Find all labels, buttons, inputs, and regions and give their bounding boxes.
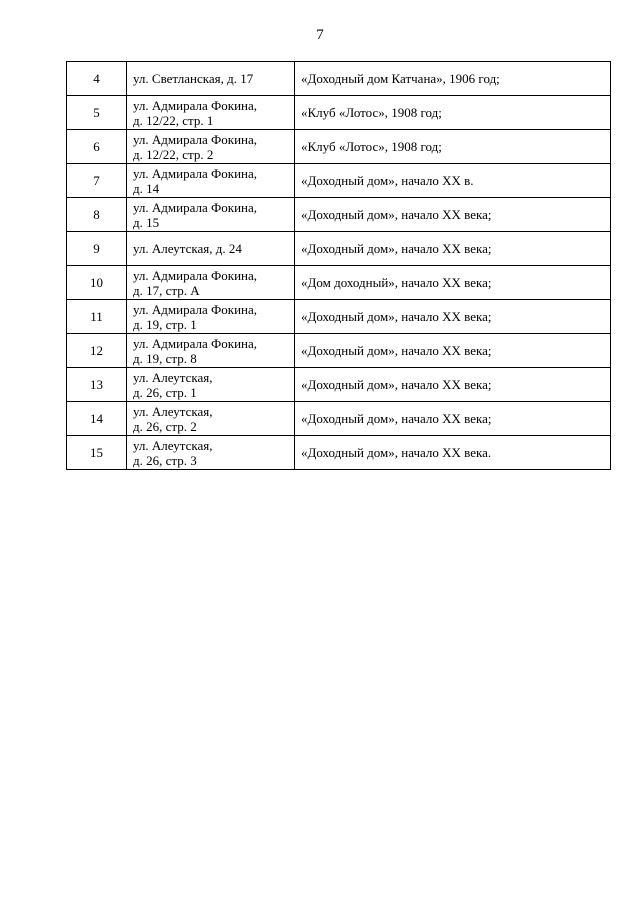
table-row [67,96,611,130]
row-number-cell: 8 [67,198,127,232]
address-cell [127,368,295,402]
table-row [67,232,611,266]
table-row [67,198,611,232]
page-number: 7 [316,27,324,43]
object-name-cell: «Доходный дом», начало XX в. [295,164,611,198]
row-number-cell: 11 [67,300,127,334]
table-row [67,368,611,402]
address-line: ул. Светланская, д. 17 [133,71,254,86]
address-line: д. 14 [133,180,160,196]
address-cell [127,232,295,266]
table-row [67,402,611,436]
address-line: д. 12/22, стр. 1 [133,112,214,128]
row-number-cell: 7 [67,164,127,198]
table-body [67,62,611,470]
address-cell [127,96,295,130]
heritage-objects-table [66,61,611,470]
object-name-cell: «Доходный дом», начало XX века. [295,436,611,470]
object-name-cell: «Доходный дом», начало XX века; [295,232,611,266]
object-name-cell: «Доходный дом Катчана», 1906 год; [295,62,611,96]
object-name-cell: «Доходный дом», начало XX века; [295,198,611,232]
row-number-cell: 4 [67,62,127,96]
address-cell [127,436,295,470]
table-row [67,334,611,368]
object-name-cell: «Клуб «Лотос», 1908 год; [295,130,611,164]
address-cell [127,300,295,334]
address-line: ул. Адмирала Фокина, [133,165,258,181]
table-row [67,436,611,470]
object-name-cell: «Доходный дом», начало XX века; [295,402,611,436]
table-row [67,62,611,96]
address-cell [127,334,295,368]
row-number-cell: 9 [67,232,127,266]
address-line: д. 17, стр. А [133,282,200,298]
object-name-cell: «Клуб «Лотос», 1908 год; [295,96,611,130]
row-number-cell: 15 [67,436,127,470]
object-name-cell: «Дом доходный», начало XX века; [295,266,611,300]
object-name-cell: «Доходный дом», начало XX века; [295,368,611,402]
address-line: д. 19, стр. 1 [133,316,197,332]
row-number-cell: 12 [67,334,127,368]
address-line: ул. Адмирала Фокина, [133,199,258,215]
row-number-cell: 13 [67,368,127,402]
table-row [67,300,611,334]
address-line: ул. Адмирала Фокина, [133,335,258,351]
address-cell [127,164,295,198]
address-line: ул. Адмирала Фокина, [133,131,258,147]
address-line: ул. Адмирала Фокина, [133,301,258,317]
address-line: ул. Адмирала Фокина, [133,97,258,113]
address-line: ул. Адмирала Фокина, [133,267,258,283]
row-number-cell: 6 [67,130,127,164]
table-row [67,130,611,164]
address-line: д. 19, стр. 8 [133,350,197,366]
address-line: д. 26, стр. 3 [133,452,197,468]
address-line: д. 12/22, стр. 2 [133,146,214,162]
address-line: ул. Алеутская, д. 24 [133,241,242,256]
address-cell [127,130,295,164]
address-line: д. 26, стр. 1 [133,384,197,400]
address-line: ул. Алеутская, [133,369,213,385]
address-line: ул. Алеутская, [133,437,213,453]
row-number-cell: 5 [67,96,127,130]
table-row [67,266,611,300]
row-number-cell: 14 [67,402,127,436]
address-cell [127,62,295,96]
object-name-cell: «Доходный дом», начало XX века; [295,334,611,368]
address-cell [127,266,295,300]
address-line: ул. Алеутская, [133,403,213,419]
address-line: д. 15 [133,214,160,230]
object-name-cell: «Доходный дом», начало XX века; [295,300,611,334]
address-cell [127,198,295,232]
address-cell [127,402,295,436]
row-number-cell: 10 [67,266,127,300]
table-row [67,164,611,198]
address-line: д. 26, стр. 2 [133,418,197,434]
